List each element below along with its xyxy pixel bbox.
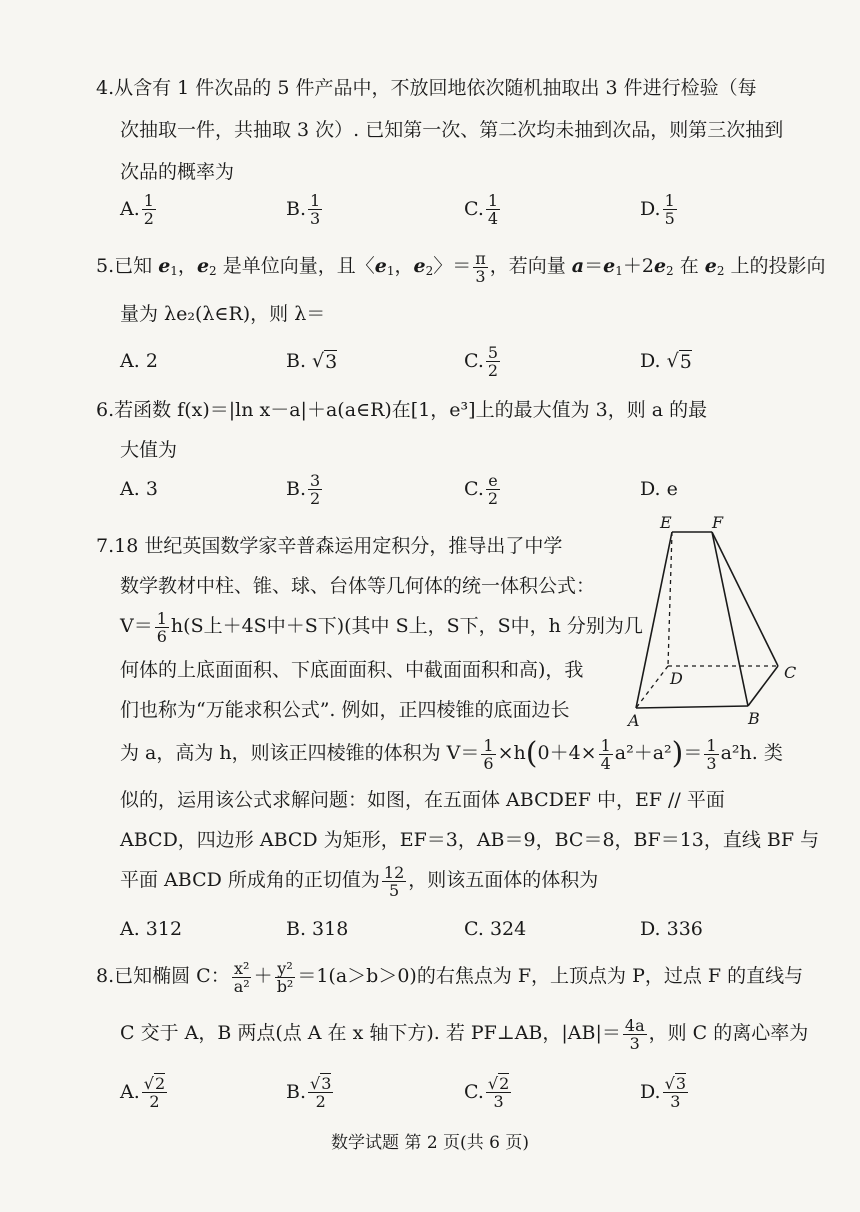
q5-line2: 量为 λe₂(λ∈R)，则 λ＝ (120, 303, 326, 325)
q7-line7: 似的，运用该公式求解问题：如图，在五面体 ABCDEF 中，EF // 平面 (120, 789, 725, 811)
q5-option-b: B. √ 3 (286, 350, 338, 373)
q4-option-a: A. $\frac{1}{2}$ (120, 190, 154, 228)
q7-line6: 为 a，高为 h，则该正四棱锥的体积为 V＝ $\frac{1}{6}$ ×h(0＋4× $\frac{1}{4}$ a²＋a²)＝ $\frac{1}{3}$ a²h. 类 (120, 735, 783, 773)
q8-option-d: D. $\frac{√3}{3}$ (640, 1073, 686, 1111)
q7-option-b: B. 318 (286, 918, 349, 940)
q6-option-b: B. $\frac{3}{2}$ (286, 470, 321, 508)
q7-options (120, 906, 760, 952)
q7-line5: 们也称为“万能求积公式”. 例如，正四棱锥的底面边长 (120, 699, 570, 721)
q6-line1: 6.若函数 f(x)＝|ln x－a|＋a(a∈R)在[1，e³]上的最大值为 3，则 a 的最 (96, 399, 708, 421)
q6-option-a: A. 3 (120, 478, 158, 500)
q7-line9: 平面 ABCD 所成角的正切值为 $\frac{12}{5}$ ，则该五面体的体积为 (120, 862, 599, 900)
label-e: E (660, 513, 672, 532)
label-f: F (712, 513, 724, 532)
q4-text-1: 从含有 1 件次品的 5 件产品中，不放回地依次随机抽取出 3 件进行检验（每 (114, 77, 757, 99)
label-b: B (748, 709, 760, 728)
q6-line2: 大值为 (120, 439, 178, 461)
q5-number: 5. (96, 255, 115, 277)
q6-options (120, 466, 760, 512)
q4-line1 (96, 74, 757, 102)
q8-option-a: A. $\frac{√2}{2}$ (120, 1073, 166, 1111)
edge-fb (712, 532, 748, 706)
edge-ab (636, 706, 748, 708)
q6-option-c: C. $\frac{e}{2}$ (464, 470, 499, 508)
q7-line4: 何体的上底面面积、下底面面积、中截面面积和高)，我 (120, 659, 584, 681)
q8-options (120, 1066, 760, 1118)
q7-number: 7. (96, 535, 115, 557)
q6-number: 6. (96, 399, 115, 421)
q8-option-b: B. $\frac{√3}{2}$ (286, 1073, 332, 1111)
label-c: C (784, 663, 797, 682)
q7-option-d: D. 336 (640, 918, 703, 940)
edge-bc (748, 666, 778, 706)
q5-option-a: A. 2 (120, 350, 158, 372)
q4-option-b: B. $\frac{1}{3}$ (286, 190, 321, 228)
q5-line1: 5.已知 $e_1$，$e_2$ 是单位向量，且〈$e_1$，$e_2$〉＝ $\frac{\pi}{3}$ ，若向量 $a=e_1+2e_2$ 在 $e_2$ 上的投影向 (96, 248, 826, 286)
q4-option-d: D. $\frac{1}{5}$ (640, 190, 675, 228)
q7-line8: ABCD，四边形 ABCD 为矩形，EF＝3，AB＝9，BC＝8，BF＝13，直线 BF 与 (120, 829, 820, 851)
q5-option-c: C. $\frac{5}{2}$ (464, 342, 499, 380)
q7-option-c: C. 324 (464, 918, 527, 940)
label-a: A (628, 711, 640, 730)
q4-line2: 次抽取一件，共抽取 3 次）. 已知第一次、第二次均未抽到次品，则第三次抽到 (120, 119, 784, 141)
edge-fc (712, 532, 778, 666)
q5-option-d: D. √ 5 (640, 350, 692, 373)
q7-line3: V＝ $\frac{1}{6}$ h(S上＋4S中＋S下)(其中 S上，S下，S中，h 分别为几 (120, 608, 643, 646)
pentahedron-figure (620, 512, 810, 732)
page-footer: 数学试题 第 2 页(共 6 页) (331, 1133, 529, 1153)
q4-line3: 次品的概率为 (120, 161, 235, 183)
q8-line2: C 交于 A，B 两点(点 A 在 x 轴下方). 若 PF⊥AB，|AB|＝ $\frac{4a}{3}$ ，则 C 的离心率为 (120, 1015, 809, 1053)
q7-option-a: A. 312 (120, 918, 183, 940)
q5-options (120, 338, 760, 384)
label-d: D (670, 669, 683, 688)
edge-ea (636, 532, 672, 708)
q4-options (120, 186, 760, 232)
q6-option-d: D. e (640, 478, 678, 500)
q4-option-c: C. $\frac{1}{4}$ (464, 190, 499, 228)
q7-line2: 数学教材中柱、锥、球、台体等几何体的统一体积公式： (120, 575, 596, 597)
q7-line1: 7.18 世纪英国数学家辛普森运用定积分，推导出了中学 (96, 535, 563, 557)
q4-number: 4. (96, 77, 115, 99)
q8-option-c: C. $\frac{√2}{3}$ (464, 1073, 510, 1111)
q8-number: 8. (96, 965, 115, 987)
q8-line1: 8.已知椭圆 C： $\frac{\text{x²}}{\text{a²}}$ ＋ $\frac{\text{y²}}{\text{b²}}$ ＝1(a＞b＞0)的右焦点为 F，上顶点为 P，过点 F 的直线与 (96, 958, 804, 996)
